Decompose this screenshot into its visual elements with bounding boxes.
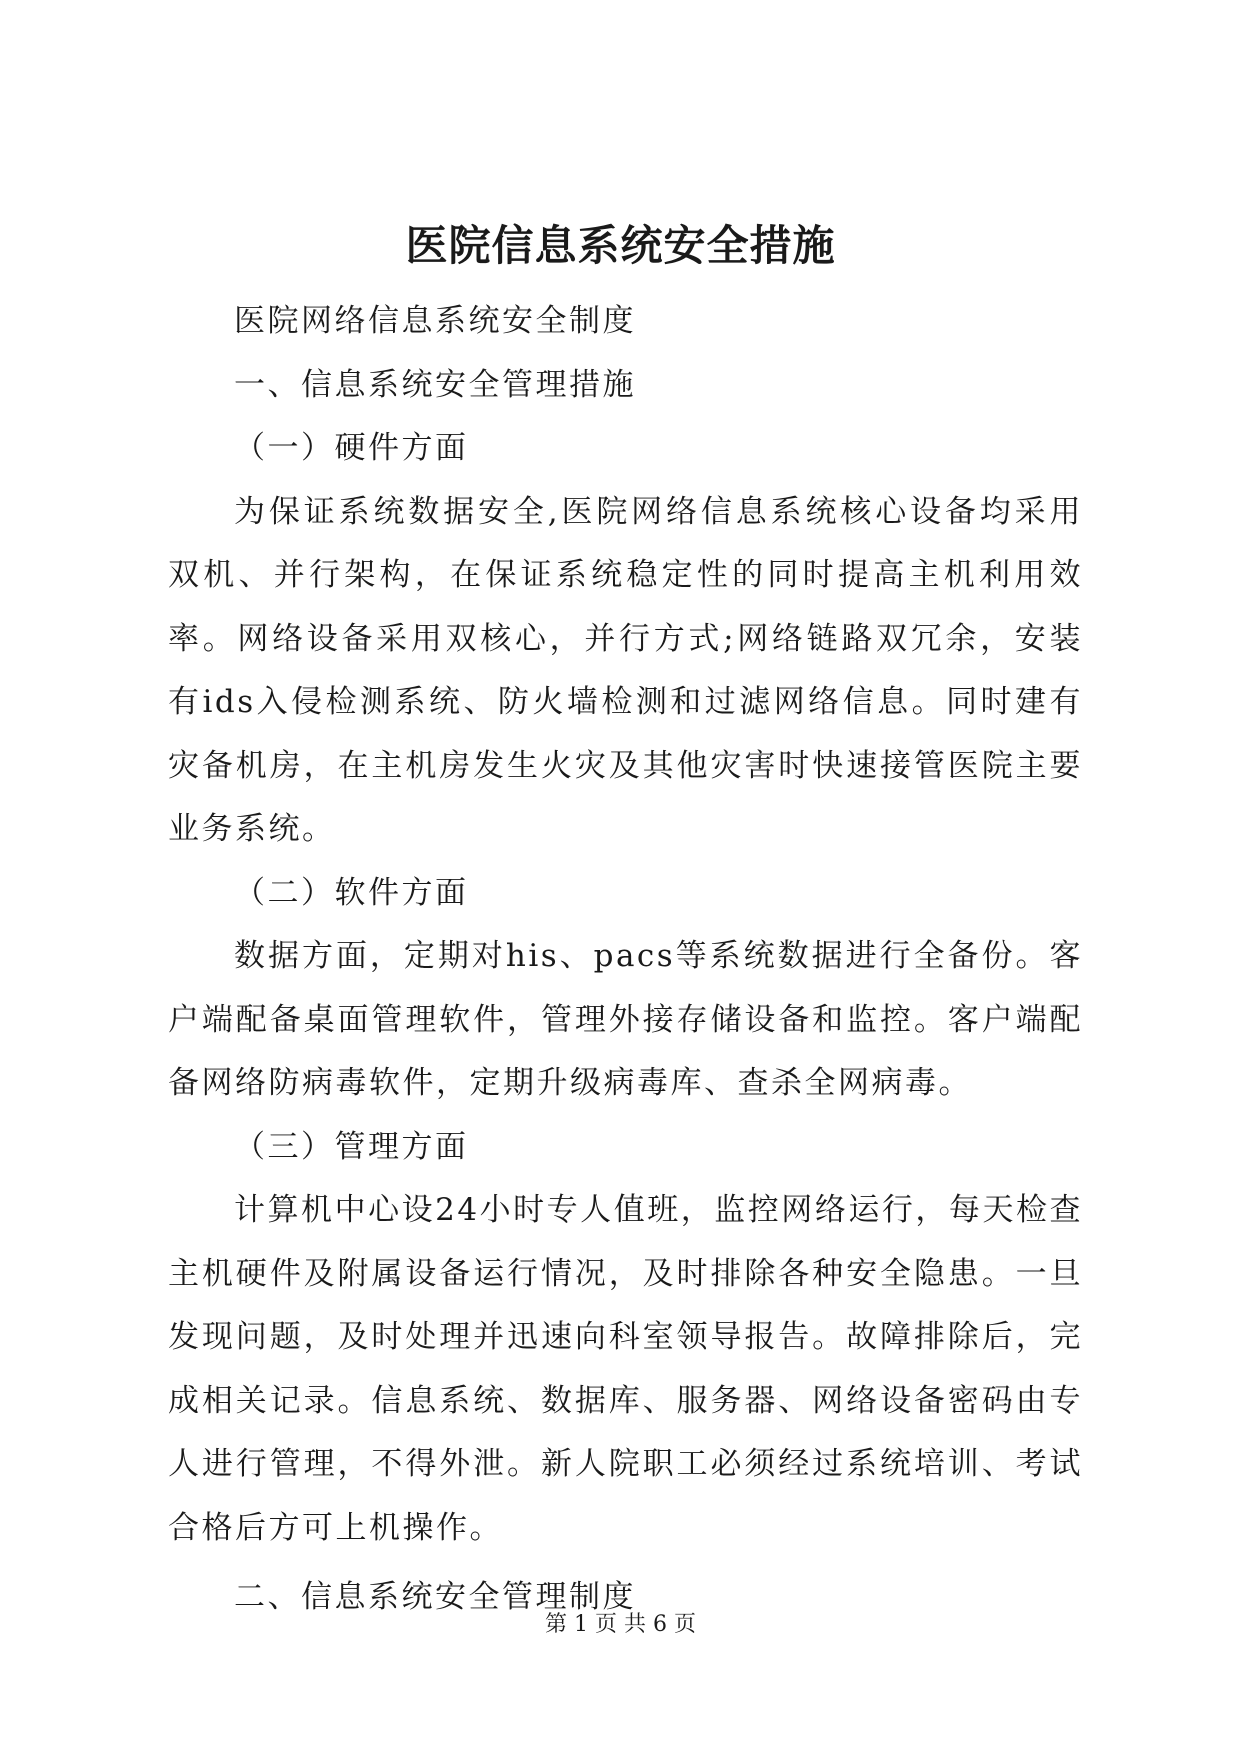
document-body (168, 290, 1083, 1630)
body-paragraph: 计算机中心设24小时专人值班，监控网络运行，每天检查主机硬件及附属设备运行情况，及时排除各种安全隐患。一旦发现问题，及时处理并迅速向科室领导报告。故障排除后，完成相关记录。信息系统、数据库、服务器、网络设备密码由专人进行管理，不得外泄。新人院职工必须经过系统培训、考试合格后方可上机操作。 (168, 1192, 1083, 1546)
body-paragraph: 为保证系统数据安全,医院网络信息系统核心设备均采用双机、并行架构，在保证系统稳定性的同时提高主机利用效率。网络设备采用双核心，并行方式;网络链路双冗余，安装有ids入侵检测系统、防火墙检测和过滤网络信息。同时建有灾备机房，在主机房发生火灾及其他灾害时快速接管医院主要业务系统。 (168, 493, 1083, 847)
page-footer: 第 1 页 共 6 页 (545, 1612, 696, 1637)
section-heading: 二、信息系统安全管理制度 (234, 1579, 636, 1615)
subsection-heading: （一）硬件方面 (234, 430, 469, 466)
document-title: 医院信息系统安全措施 (405, 221, 836, 270)
section-heading: 一、信息系统安全管理措施 (234, 366, 636, 403)
subsection-heading: （二）软件方面 (234, 874, 469, 911)
body-paragraph: 数据方面，定期对his、pacs等系统数据进行全备份。客户端配备桌面管理软件，管理外接存储设备和监控。客户端配备网络防病毒软件，定期升级病毒库、查杀全网病毒。 (168, 938, 1083, 1101)
section-heading: 医院网络信息系统安全制度 (234, 303, 636, 339)
subsection-heading: （三）管理方面 (234, 1128, 469, 1165)
